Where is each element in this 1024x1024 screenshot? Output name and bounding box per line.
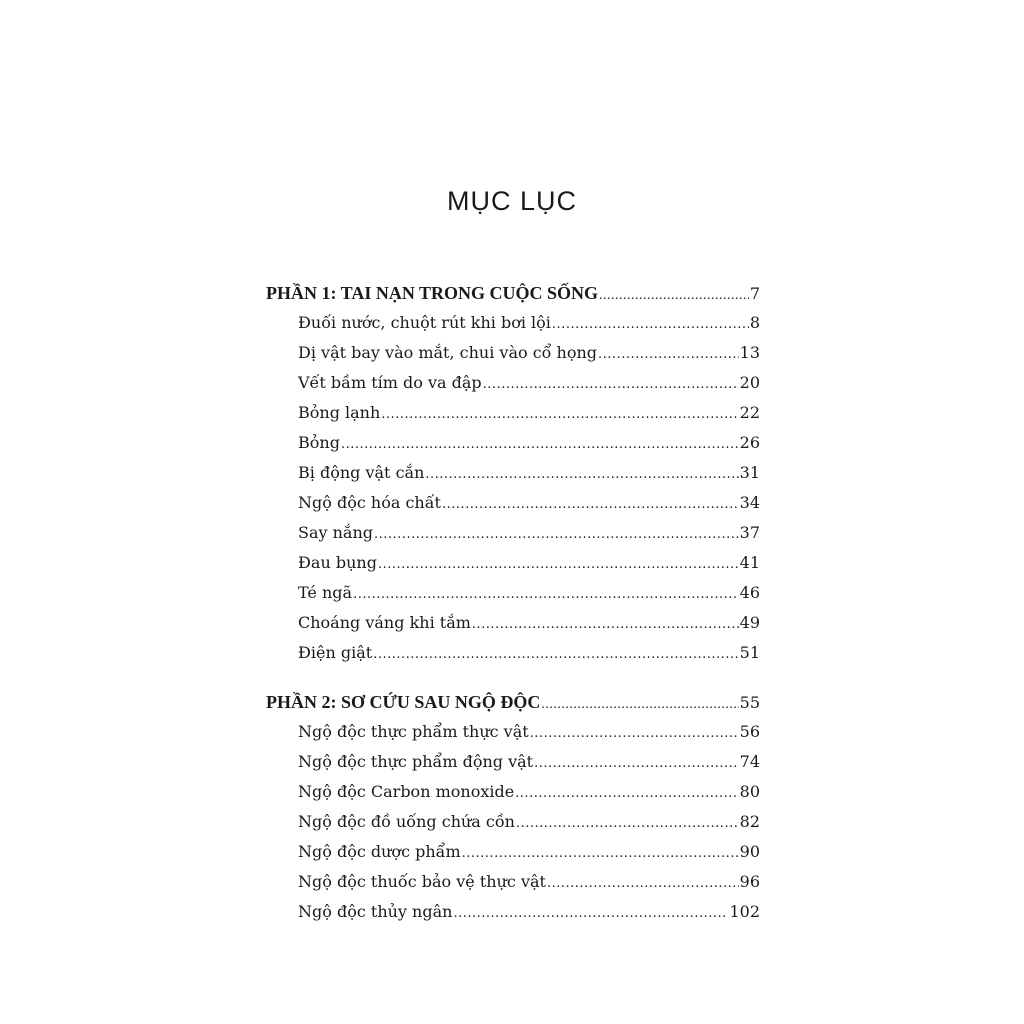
toc-entry	[266, 343, 760, 373]
toc-section-2	[266, 692, 760, 932]
toc-title: MỤC LỤC	[446, 186, 577, 216]
toc-entry-label: Đau bụng	[298, 553, 377, 572]
toc-entry	[266, 523, 760, 553]
toc-section-1	[266, 283, 760, 673]
toc-entry-page-number: 80	[739, 782, 760, 801]
toc-entry-page-number: 102	[729, 902, 760, 921]
toc-entry	[266, 313, 760, 343]
dot-leader	[541, 697, 738, 713]
toc-entry-page-number: 74	[739, 752, 760, 771]
toc-entry-label: Say nắng	[298, 523, 374, 542]
toc-entry	[266, 902, 760, 932]
toc-entry	[266, 842, 760, 872]
toc-entry	[266, 872, 760, 902]
dot-leader	[381, 407, 738, 422]
toc-entry-page-number: 51	[739, 643, 760, 662]
dot-leader	[547, 876, 739, 891]
toc-entry-page-number: 34	[739, 493, 760, 512]
dot-leader	[552, 317, 749, 332]
toc-entry	[266, 403, 760, 433]
section-heading-label: PHẦN 1: TAI NẠN TRONG CUỘC SỐNG	[266, 283, 599, 303]
toc-entry-page-number: 8	[749, 313, 760, 332]
dot-leader	[442, 497, 739, 512]
dot-leader	[483, 377, 739, 392]
dot-leader	[378, 557, 739, 572]
toc-entry-label: Bỏng lạnh	[298, 403, 381, 422]
toc-entry-page-number: 82	[739, 812, 760, 831]
toc-entry-label: Ngộ độc thực phẩm động vật	[298, 752, 534, 771]
dot-leader	[353, 587, 739, 602]
toc-entry-label: Vết bầm tím do va đập	[298, 373, 482, 392]
toc-entry-page-number: 56	[739, 722, 760, 741]
toc-entry	[266, 463, 760, 493]
toc-entry-page-number: 26	[739, 433, 760, 452]
toc-entry-page-number: 90	[739, 842, 760, 861]
dot-leader	[373, 647, 738, 662]
toc-entry-page-number: 13	[739, 343, 760, 362]
section-page-number: 55	[739, 693, 760, 712]
toc-entry-label: Ngộ độc thuốc bảo vệ thực vật	[298, 872, 546, 891]
dot-leader	[515, 786, 738, 801]
toc-entry	[266, 752, 760, 782]
toc-entry-page-number: 49	[739, 613, 760, 632]
toc-entry-label: Bỏng	[298, 433, 340, 452]
dot-leader	[472, 617, 739, 632]
toc-entry	[266, 643, 760, 673]
dot-leader	[530, 726, 739, 741]
section-page-number: 7	[749, 284, 760, 303]
toc-entry-label: Ngộ độc thủy ngân	[298, 902, 453, 921]
toc-item-list	[266, 722, 760, 932]
toc-entry	[266, 812, 760, 842]
toc-entry	[266, 493, 760, 523]
toc-entry	[266, 613, 760, 643]
toc-entry-page-number: 20	[739, 373, 760, 392]
toc-entry-label: Đuối nước, chuột rút khi bơi lội	[298, 313, 551, 332]
toc-entry-label: Bị động vật cắn	[298, 463, 425, 482]
toc-entry	[266, 722, 760, 752]
toc-entry	[266, 782, 760, 812]
dot-leader	[341, 437, 739, 452]
toc-entry-label: Ngộ độc Carbon monoxide	[298, 782, 515, 801]
toc-entry-label: Dị vật bay vào mắt, chui vào cổ họng	[298, 343, 598, 362]
toc-entry-label: Ngộ độc dược phẩm	[298, 842, 461, 861]
dot-leader	[425, 467, 738, 482]
section-heading	[266, 283, 760, 311]
toc-entry-label: Té ngã	[298, 583, 353, 602]
section-heading-label: PHẦN 2: SƠ CỨU SAU NGỘ ĐỘC	[266, 692, 541, 712]
toc-entry-label: Ngộ độc đồ uống chứa cồn	[298, 812, 515, 831]
dot-leader	[462, 846, 739, 861]
dot-leader	[374, 527, 739, 542]
toc-entry	[266, 373, 760, 403]
toc-item-list	[266, 313, 760, 673]
toc-entry-page-number: 37	[739, 523, 760, 542]
dot-leader	[516, 816, 739, 831]
section-heading	[266, 692, 760, 720]
toc-entry-label: Ngộ độc hóa chất	[298, 493, 441, 512]
toc-entry-page-number: 96	[739, 872, 760, 891]
dot-leader	[599, 288, 749, 304]
dot-leader	[598, 347, 739, 362]
dot-leader	[534, 756, 739, 771]
toc-entry-page-number: 31	[739, 463, 760, 482]
toc-entry-label: Choáng váng khi tắm	[298, 613, 471, 632]
toc-entry	[266, 433, 760, 463]
toc-entry-label: Ngộ độc thực phẩm thực vật	[298, 722, 529, 741]
toc-entry-page-number: 41	[739, 553, 760, 572]
toc-entry	[266, 553, 760, 583]
toc-entry-page-number: 46	[739, 583, 760, 602]
dot-leader	[453, 906, 728, 921]
toc-entry-label: Điện giật	[298, 643, 373, 662]
toc-entry-page-number: 22	[739, 403, 760, 422]
toc-entry	[266, 583, 760, 613]
